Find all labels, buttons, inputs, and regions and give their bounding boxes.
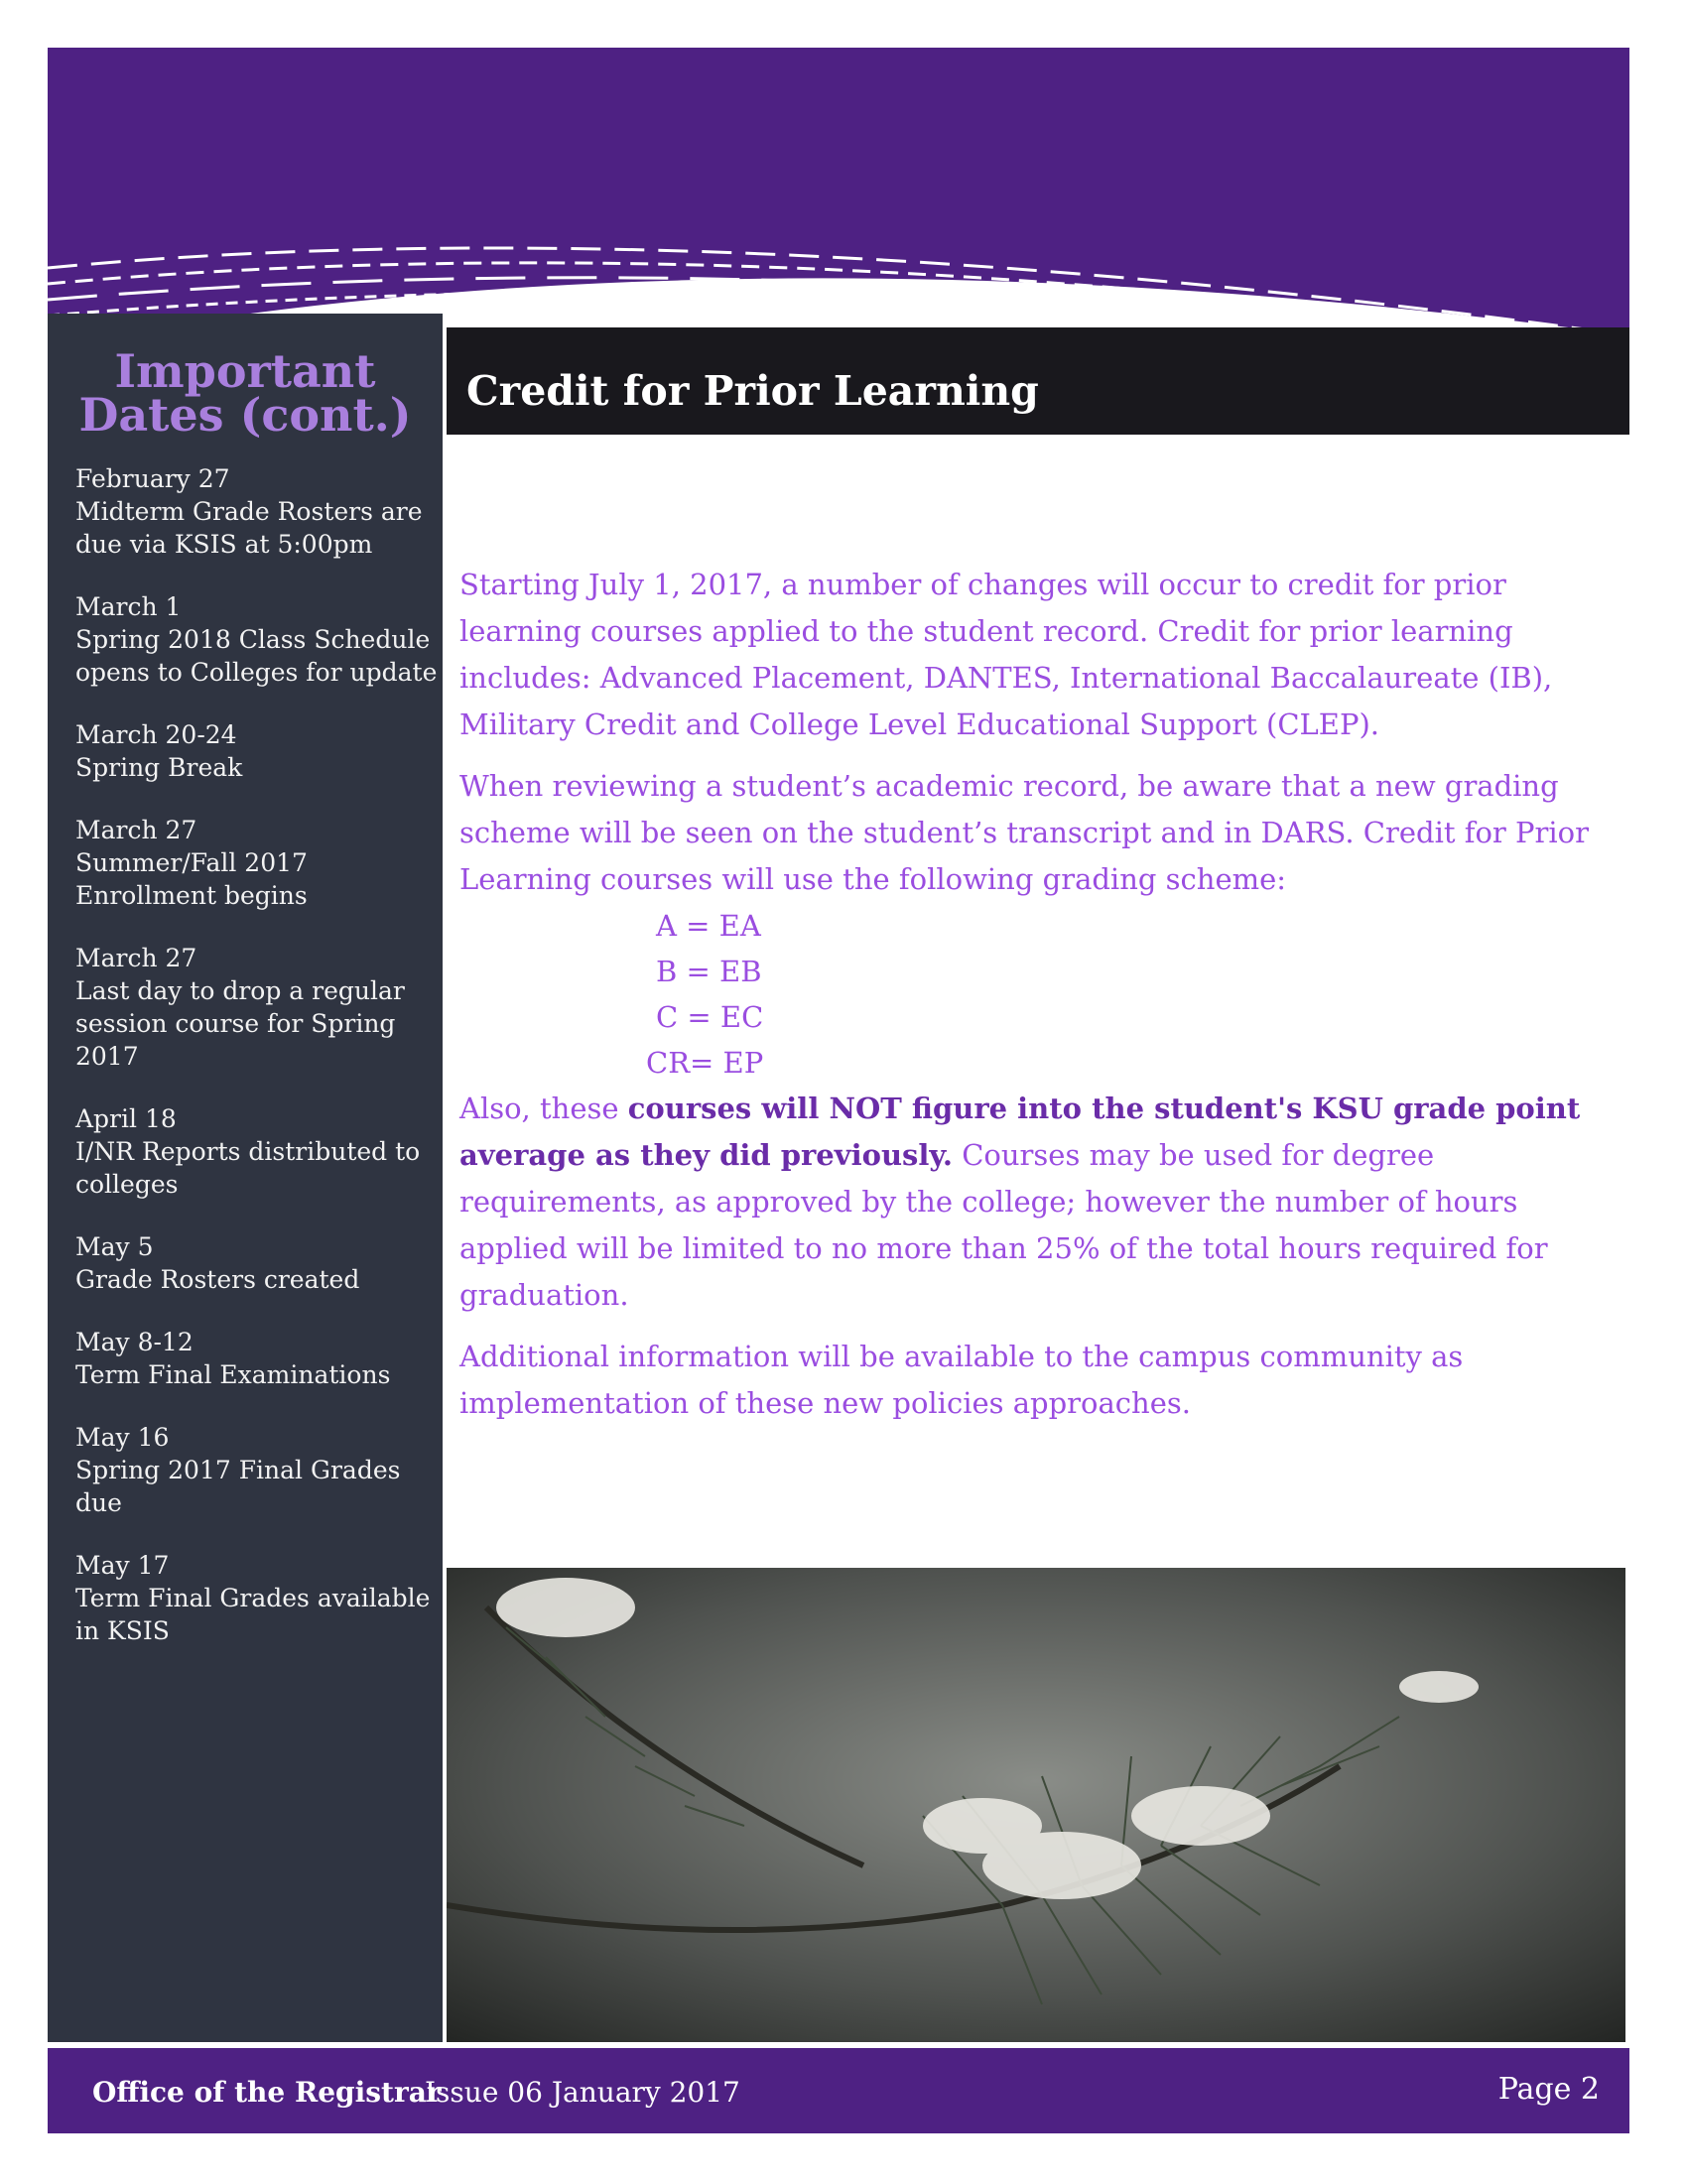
important-dates-sidebar — [48, 314, 443, 2042]
date-label: May 5 — [75, 1232, 154, 1261]
grading-scheme-list — [459, 903, 1621, 1086]
dates-list — [75, 462, 443, 1647]
article-paragraph-1: Starting July 1, 2017, a number of changes will occur to credit for prior learning courses applied to the student record. Credit for prior learning includes: Advanced Placement, DANTES, International Baccalaureate (IB), Military Credit and College Level Educational Support (CLEP). — [459, 568, 1553, 741]
date-event: Term Final Grades available in KSIS — [75, 1584, 431, 1645]
date-entry — [75, 1421, 443, 1519]
date-entry — [75, 942, 443, 1073]
sidebar-title: Important Dates (cont.) — [78, 344, 412, 442]
article-paragraph-2: When reviewing a student’s academic record, be aware that a new grading scheme will be seen on the student’s transcript and in DARS. Credit for Prior Learning courses will use the following grading scheme: — [459, 769, 1589, 896]
page-footer — [48, 2048, 1629, 2133]
snowy-pine-photo — [447, 1568, 1625, 2042]
date-label: February 27 — [75, 464, 230, 493]
gpa-notice: courses will NOT figure into the student's KSU grade point average as they did previously. — [459, 1092, 1581, 1172]
date-entry — [75, 1102, 443, 1201]
grade-mapping: C = EC — [656, 1000, 764, 1034]
date-label: May 16 — [75, 1423, 170, 1452]
article-title: Credit for Prior Learning — [466, 367, 1039, 415]
date-event: Grade Rosters created — [75, 1265, 360, 1294]
date-label: March 27 — [75, 944, 197, 972]
date-entry — [75, 1326, 443, 1391]
date-event: I/NR Reports distributed to colleges — [75, 1137, 421, 1199]
date-event: Summer/Fall 2017 Enrollment begins — [75, 848, 308, 910]
date-label: March 1 — [75, 592, 182, 621]
date-entry — [75, 1230, 443, 1296]
date-entry — [75, 462, 443, 561]
grade-mapping: CR= EP — [646, 1046, 764, 1080]
article-title-bar — [447, 327, 1629, 435]
date-event: Spring 2017 Final Grades due — [75, 1456, 401, 1517]
date-label: April 18 — [75, 1104, 177, 1133]
date-entry — [75, 1549, 443, 1647]
date-event: Last day to drop a regular session course for Spring 2017 — [75, 976, 405, 1071]
date-label: March 20-24 — [75, 720, 237, 749]
article-paragraph-3: Also, these courses will NOT figure into the student's KSU grade point average as they did previously. Courses may be used for degree requirements, as approved by the college; however the number of hours applied will be limited to no more than 25% of the total hours required for graduation. — [459, 1092, 1581, 1312]
date-entry — [75, 590, 443, 689]
date-label: May 17 — [75, 1551, 170, 1580]
article-paragraph-4: Additional information will be available to the campus community as implementation of these new policies approaches. — [459, 1340, 1464, 1420]
grade-mapping: B = EB — [656, 955, 762, 988]
date-entry — [75, 814, 443, 912]
footer-office: Office of the Registrar — [92, 2076, 442, 2109]
date-label: May 8-12 — [75, 1328, 194, 1356]
footer-issue: Issue 06 January 2017 — [425, 2076, 740, 2109]
grade-mapping: A = EA — [656, 909, 761, 943]
date-event: Term Final Examinations — [75, 1360, 391, 1389]
date-entry — [75, 718, 443, 784]
date-event: Spring Break — [75, 753, 243, 782]
article-body — [459, 562, 1621, 1442]
date-label: March 27 — [75, 816, 197, 844]
date-event: Midterm Grade Rosters are due via KSIS at 5:00pm — [75, 497, 423, 559]
date-event: Spring 2018 Class Schedule opens to Colleges for update — [75, 625, 438, 687]
footer-page-number: Page 2 — [1497, 2072, 1600, 2107]
